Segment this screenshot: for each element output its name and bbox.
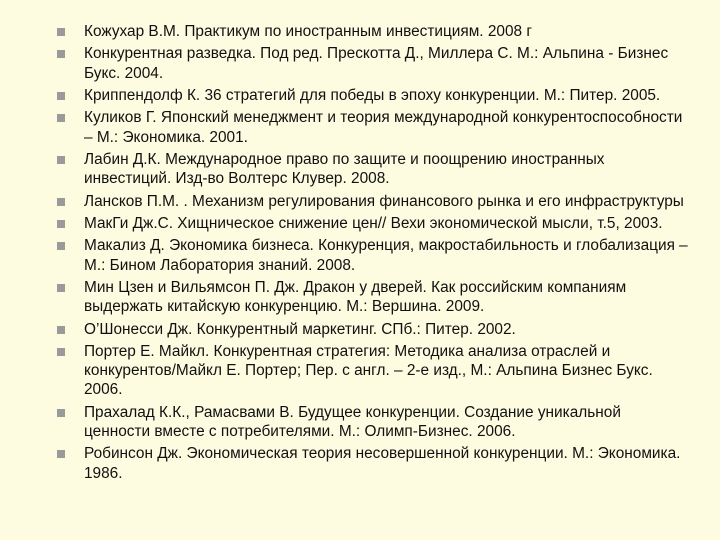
square-bullet-icon — [57, 114, 65, 122]
reference-line: 2006. — [84, 381, 123, 399]
square-bullet-icon — [57, 50, 65, 58]
square-bullet-icon — [57, 198, 65, 206]
reference-text — [84, 214, 713, 233]
reference-text — [84, 342, 713, 400]
reference-line: выдержать китайскую конкуренцию. М.: Вершина. 2009. — [84, 298, 485, 316]
reference-line: O’Шонесси Дж. Конкурентный маркетинг. СПб.: Питер. 2002. — [84, 320, 516, 338]
reference-line: М.: Бином Лаборатория знаний. 2008. — [84, 256, 356, 274]
reference-item — [57, 342, 713, 400]
reference-item — [57, 320, 713, 339]
reference-item — [57, 108, 713, 146]
square-bullet-icon — [57, 409, 65, 417]
reference-item — [57, 150, 713, 188]
reference-line: Букс. 2004. — [84, 64, 164, 82]
reference-text — [84, 236, 713, 274]
square-bullet-icon — [57, 450, 65, 458]
square-bullet-icon — [57, 326, 65, 334]
reference-text — [84, 22, 713, 41]
reference-line: Робинсон Дж. Экономическая теория несовершенной конкуренции. М.: Экономика. — [84, 445, 681, 463]
reference-text — [84, 444, 713, 482]
reference-line: 1986. — [84, 464, 123, 482]
reference-line: – М.: Экономика. 2001. — [84, 128, 248, 146]
reference-text — [84, 320, 713, 339]
reference-line: ценности вместе с потребителями. М.: Олимп-Бизнес. 2006. — [84, 422, 516, 440]
square-bullet-icon — [57, 348, 65, 356]
reference-item — [57, 214, 713, 233]
reference-line: конкурентов/Майкл Е. Портер; Пер. с англ. – 2-е изд., М.: Альпина Бизнес Букс. — [84, 362, 653, 380]
reference-item — [57, 44, 713, 82]
reference-item — [57, 278, 713, 316]
reference-text — [84, 150, 713, 188]
square-bullet-icon — [57, 242, 65, 250]
reference-list — [57, 22, 713, 486]
square-bullet-icon — [57, 220, 65, 228]
reference-line: Макализ Д. Экономика бизнеса. Конкуренция, макростабильность и глобализация – — [84, 237, 688, 255]
reference-line: инвестиций. Изд-во Волтерс Клувер. 2008. — [84, 170, 390, 188]
reference-text — [84, 108, 713, 146]
reference-item — [57, 236, 713, 274]
reference-line: Мин Цзен и Вильямсон П. Дж. Дракон у дверей. Как российским компаниям — [84, 278, 627, 296]
square-bullet-icon — [57, 284, 65, 292]
reference-line: Портер Е. Майкл. Конкурентная стратегия: Методика анализа отраслей и — [84, 342, 611, 360]
reference-line: Кожухар В.М. Практикум по иностранным инвестициям. 2008 г — [84, 23, 532, 40]
reference-line: Куликов Г. Японский менеджмент и теория международной конкурентоспособности — [84, 109, 683, 127]
reference-item — [57, 22, 713, 41]
reference-text — [84, 44, 713, 82]
reference-line: МакГи Дж.С. Хищническое снижение цен// Вехи экономической мысли, т.5, 2003. — [84, 214, 663, 232]
square-bullet-icon — [57, 156, 65, 164]
square-bullet-icon — [57, 28, 65, 36]
reference-item — [57, 192, 713, 211]
reference-text — [84, 278, 713, 316]
reference-line: Прахалад К.К., Рамасвами В. Будущее конкуренции. Создание уникальной — [84, 403, 621, 421]
reference-item — [57, 86, 713, 105]
reference-text — [84, 403, 713, 441]
reference-line: Лабин Д.К. Международное право по защите и поощрению иностранных — [84, 150, 605, 168]
reference-line: Лансков П.М. . Механизм регулирования финансового рынка и его инфраструктуры — [84, 192, 684, 210]
reference-line: Криппендолф К. 36 стратегий для победы в эпоху конкуренции. М.: Питер. 2005. — [84, 86, 661, 104]
reference-item — [57, 403, 713, 441]
reference-item — [57, 444, 713, 482]
reference-text — [84, 192, 713, 211]
reference-line: Конкурентная разведка. Под ред. Прескотта Д., Миллера С. М.: Альпина - Бизнес — [84, 45, 669, 63]
reference-text — [84, 86, 713, 105]
square-bullet-icon — [57, 92, 65, 100]
